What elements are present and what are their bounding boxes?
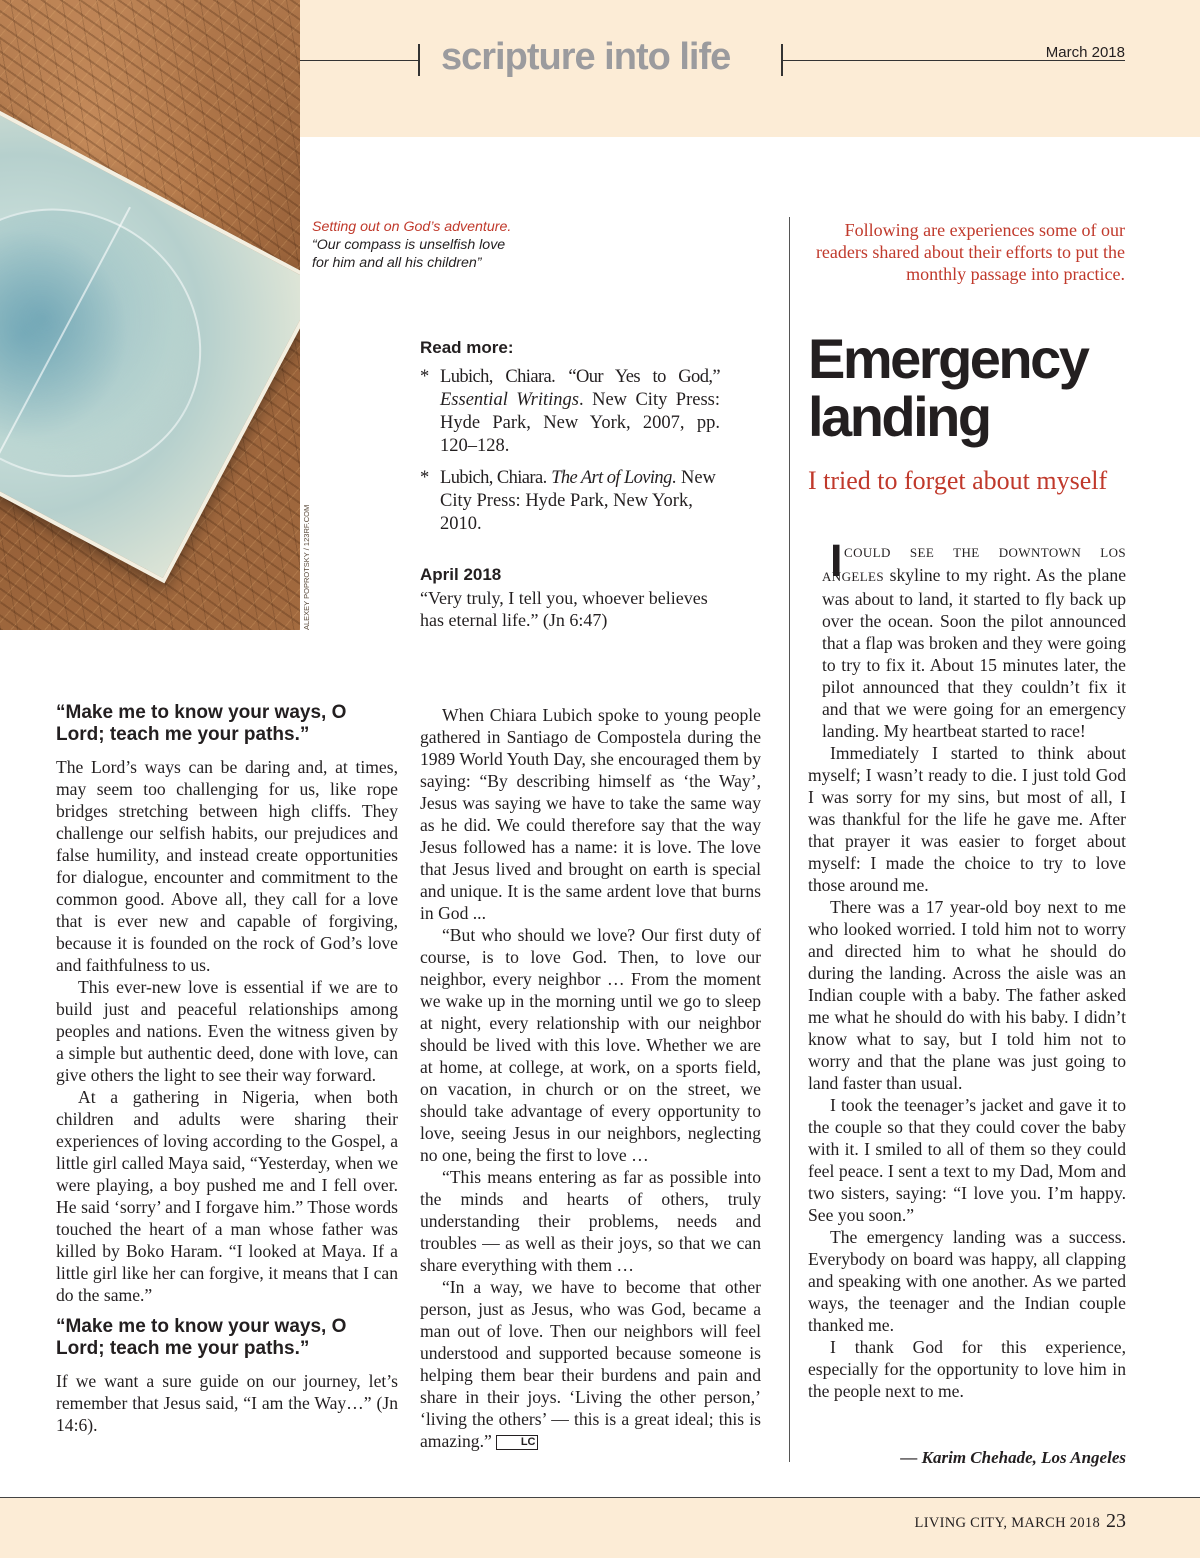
opening-small-caps: COULD SEE THE DOWNTOWN LOS ANGELES bbox=[822, 545, 1126, 584]
read-more-heading: Read more: bbox=[420, 338, 514, 357]
read-more bbox=[420, 338, 720, 545]
paragraph: The Lord’s ways can be daring and, at times, may seem too challenging for us, like rope bridges stretching between high cliffs. They challenge our selfish habits, our prejudices and false humility, and instead create opportunities for dialogue, encounter and commitment to the common good. Above all, they call for a love that is ever new and capable of forgiving, because it is founded on the rock of God’s love and faithfulness to us. bbox=[56, 757, 398, 975]
paragraph: “This means entering as far as possible into the minds and hearts of others, truly understanding their problems, needs and troubles — as well as their joys, so that we can share everything with them … bbox=[420, 1167, 761, 1275]
paragraph: “But who should we love? Our first duty of course, is to love God. Then, to love our neighbor, every neighbor … From the moment we wake up in the morning until we go to sleep at night, every relationship with our neighbor should be lived with this love. Whether we are at home, at college, at work, on a sports field, on vacation, in church or on the street, we should take advantage of every opportunity to love, seeing Jesus in our neighbors, neglecting no one, being the first to love … bbox=[420, 925, 761, 1165]
footer bbox=[915, 1510, 1126, 1533]
scripture-quote: “Make me to know your ways, O Lord; teach me your paths.” bbox=[56, 1316, 347, 1359]
caption-text: “Our compass is unselfish love for him and all his children” bbox=[312, 237, 506, 271]
story-subhead: I tried to forget about myself bbox=[808, 466, 1108, 495]
caption-lead: Setting out on God’s adventure. bbox=[312, 219, 512, 235]
reference-item bbox=[420, 366, 720, 458]
issue-date: March 2018 bbox=[1045, 44, 1125, 61]
bullet-star: * bbox=[420, 367, 430, 387]
reference-item bbox=[420, 467, 720, 536]
scripture-quote: “Make me to know your ways, O Lord; teach me your paths.” bbox=[56, 702, 347, 745]
map-photo bbox=[0, 0, 300, 630]
article-column-middle bbox=[420, 704, 761, 1452]
ref-author: Lubich, Chiara. bbox=[440, 468, 547, 488]
ref-author: Lubich, Chiara. bbox=[440, 367, 556, 387]
opening-rest: skyline to my right. As the plane was about to land, it started to fly back up over the ocean. Soon the pilot announced that a flap was broken and they were going to try to fix it. About 15 minutes later, the pilot announced that they couldn’t fix it and that we were going for an emergency landing. My heartbeat started to race! bbox=[822, 565, 1127, 741]
section-title: scripture into life bbox=[441, 36, 731, 78]
paragraph-text: “In a way, we have to become that other person, just as Jesus, who was God, became a man out of love. Then our neighbors will feel understood and supported because someone is helping them bear their burdens and pain and share in their joys. ‘Living the other person,’ ‘living the others’ — this is a great ideal; this is amazing.” bbox=[420, 1277, 761, 1451]
paragraph bbox=[420, 1276, 761, 1452]
bullet-star: * bbox=[420, 468, 430, 488]
page-number: 23 bbox=[1106, 1510, 1126, 1532]
ref-book-title: Essential Writings bbox=[440, 390, 579, 410]
paragraph: I thank God for this experience, especially for the opportunity to love him in the people next to me. bbox=[808, 1337, 1126, 1401]
april-passage bbox=[420, 565, 720, 631]
paragraph: The emergency landing was a success. Everybody on board was happy, all clapping and speaking with one another. As we parted ways, the teenager and the Indian couple thanked me. bbox=[808, 1227, 1126, 1335]
ref-publisher: . New City Press: Hyde Park, New York, 2007, pp. 120–128. bbox=[440, 390, 720, 456]
ref-book-title: The Art of Loving bbox=[551, 468, 672, 488]
header-tick-left bbox=[418, 44, 420, 76]
header-band bbox=[300, 0, 1200, 137]
story-column bbox=[808, 535, 1127, 1402]
header-rule-left bbox=[300, 60, 418, 61]
drop-cap: I bbox=[830, 535, 843, 586]
intro-text: Following are experiences some of our readers shared about their efforts to put the monthly passage into practice. bbox=[815, 220, 1125, 284]
paragraph: At a gathering in Nigeria, when both children and adults were sharing their experiences of loving according to the Gospel, a little girl called Maya said, “Yesterday, when we were playing, a boy pushed me and I fell over. He said ‘sorry’ and I forgave him.” Those words touched the heart of a man whose father was killed by Boko Haram. “I looked at Maya. If a little girl like her can forgive, it means that I can do the same.” bbox=[56, 1087, 398, 1305]
ref-chapter: “Our Yes to God,” bbox=[568, 367, 720, 387]
ref-publisher: . New City Press: Hyde Park, New York, 2010. bbox=[440, 468, 716, 534]
column-divider bbox=[789, 217, 790, 1462]
end-mark-icon: LC bbox=[496, 1435, 539, 1450]
paragraph: I took the teenager’s jacket and gave it to the couple so that they could cover the baby with it. I smiled to all of them so they could feel peace. I sent a text to my Dad, Mom and two sisters, saying: “I love you. I’m happy. See you soon.” bbox=[808, 1095, 1126, 1225]
april-text: “Very truly, I tell you, whoever believes has eternal life.” (Jn 6:47) bbox=[420, 588, 708, 630]
story-signature: — Karim Chehade, Los Angeles bbox=[900, 1448, 1126, 1467]
story-headline: Emergency landing bbox=[808, 327, 1088, 448]
paragraph: When Chiara Lubich spoke to young people gathered in Santiago de Compostela during the 1989 World Youth Day, she encouraged them by saying: “By describing himself as ‘the Way’, Jesus was saying we have to take the same way as he did. We could therefore say that the way Jesus followed has a name: it is love. The love that Jesus lived and brought on earth is special and unique. It is the same ardent love that burns in God ... bbox=[420, 705, 761, 923]
april-heading: April 2018 bbox=[420, 565, 502, 584]
photo-credit: ALEXEY POPROTSKY / 123RF.COM bbox=[302, 504, 311, 630]
paragraph: If we want a sure guide on our journey, let’s remember that Jesus said, “I am the Way…” (Jn 14:6). bbox=[56, 1371, 398, 1435]
article-column-left bbox=[56, 702, 398, 1436]
paragraph: This ever-new love is essential if we are to build just and peaceful relationships among peoples and nations. Even the witness given by a simple but authentic deed, done with love, can give others the light to see their way forward. bbox=[56, 977, 398, 1085]
paragraph: There was a 17 year-old boy next to me who looked worried. I told him not to worry and directed him to what he should do during the landing. Across the aisle was an Indian couple with a baby. The father asked me what he should do with his baby. I didn’t know what to say, but I told him not to worry and that the plane was just going to land faster than usual. bbox=[808, 897, 1126, 1093]
photo-caption bbox=[312, 218, 512, 272]
publication-name: LIVING CITY, MARCH 2018 bbox=[914, 1515, 1100, 1531]
paragraph: Immediately I started to think about myself; I wasn’t ready to die. I just told God I was sorry for my sins, but most of all, I was thankful for the life he gave me. After that prayer it was easier to forget about myself: I made the choice to try to love those around me. bbox=[808, 743, 1126, 895]
story-opening bbox=[808, 535, 1127, 742]
